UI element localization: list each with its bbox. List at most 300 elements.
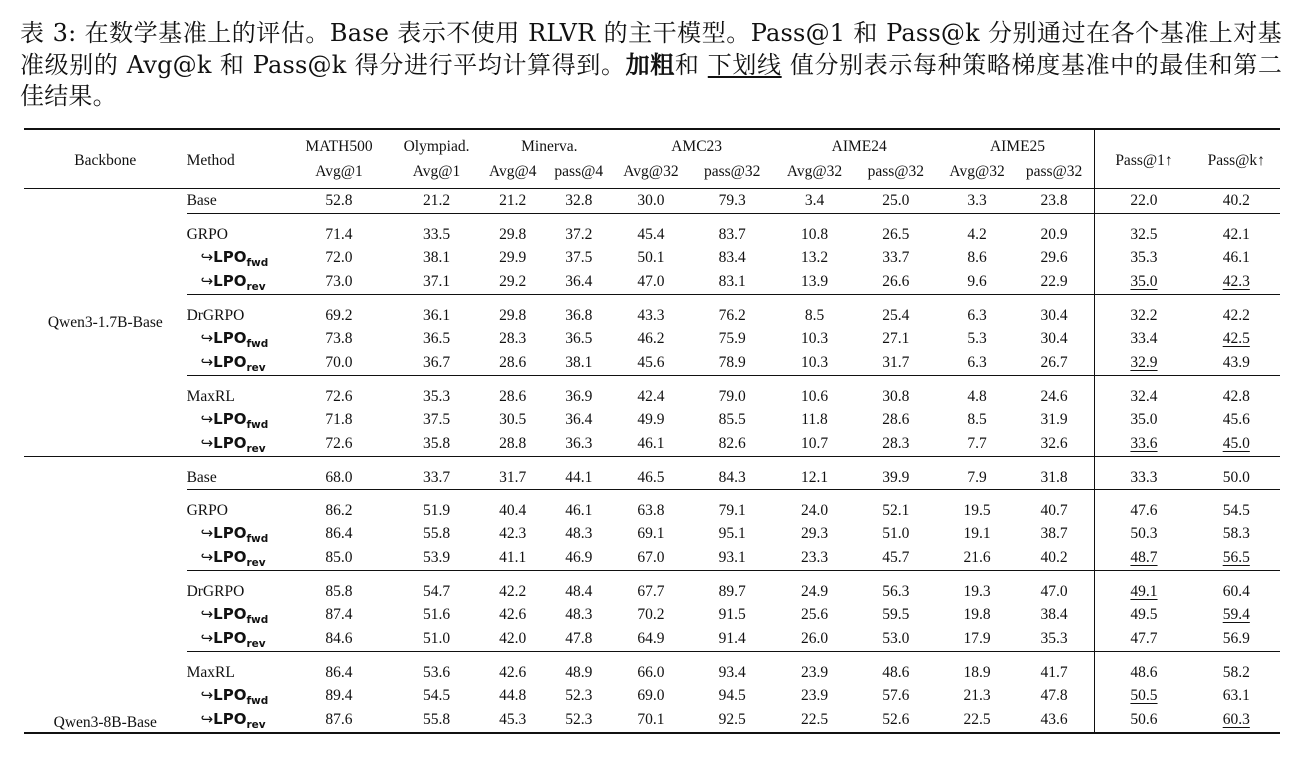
value-cell	[390, 571, 483, 604]
table-row	[24, 351, 1280, 376]
method-subscript: rev	[246, 280, 266, 293]
method-variant	[187, 270, 289, 295]
value: 36.5	[422, 330, 451, 347]
table-row	[24, 214, 1280, 247]
value-cell	[1095, 522, 1193, 546]
table-row	[24, 627, 1280, 652]
value: 44.8	[499, 687, 527, 704]
value: 33.7	[422, 469, 451, 486]
value: 45.6	[637, 354, 665, 371]
value: 24.6	[1040, 388, 1068, 405]
value-cell	[390, 432, 483, 457]
value-cell	[390, 546, 483, 571]
value: 36.3	[565, 435, 593, 452]
method-name: DrGRPO	[187, 571, 289, 604]
value-cell	[1095, 246, 1193, 270]
value: 31.7	[499, 469, 527, 486]
value: 91.4	[718, 630, 746, 647]
value-cell	[851, 270, 940, 295]
method-subscript: rev	[246, 718, 266, 731]
value: 43.6	[1040, 711, 1068, 728]
value: 47.6	[1130, 502, 1158, 519]
value: 79.3	[718, 192, 746, 209]
header-subcol: Avg@1	[315, 163, 363, 180]
value-cell	[1014, 684, 1095, 708]
value-cell	[483, 627, 542, 652]
method-variant	[187, 627, 289, 652]
value: 42.6	[499, 664, 527, 681]
value-cell	[615, 571, 686, 604]
value: 18.9	[963, 664, 991, 681]
value-cell	[851, 295, 940, 328]
value-cell	[542, 351, 615, 376]
value: 13.9	[800, 273, 829, 290]
table-header	[24, 129, 1280, 189]
value: 32.5	[1130, 226, 1158, 243]
value-cell	[390, 189, 483, 214]
value-cell	[615, 327, 686, 351]
value-cell	[1193, 522, 1280, 546]
value: 93.4	[718, 664, 746, 681]
value: 29.6	[1040, 249, 1068, 266]
value: 67.0	[637, 549, 665, 566]
value: 6.3	[967, 354, 987, 371]
value: 20.9	[1040, 226, 1068, 243]
value: 33.4	[1130, 330, 1158, 347]
value-cell	[483, 408, 542, 432]
method-name: MaxRL	[187, 652, 289, 685]
method-name: LPO	[213, 271, 247, 290]
value-cell	[1014, 189, 1095, 214]
table-row	[24, 295, 1280, 328]
method-name: LPO	[213, 628, 247, 647]
value: 26.6	[882, 273, 910, 290]
value-cell	[615, 408, 686, 432]
value: 64.9	[637, 630, 665, 647]
value: 32.2	[1130, 307, 1158, 324]
underlined-value: 32.9	[1130, 354, 1158, 371]
value-cell	[483, 684, 542, 708]
method-name: LPO	[213, 523, 247, 542]
value: 36.9	[565, 388, 593, 405]
value-cell	[483, 457, 542, 490]
value-cell	[288, 327, 390, 351]
value: 60.4	[1222, 583, 1250, 600]
value-cell	[615, 214, 686, 247]
method-subscript: rev	[246, 556, 266, 569]
value-cell	[686, 351, 777, 376]
value-cell	[686, 522, 777, 546]
value-cell	[483, 546, 542, 571]
value: 46.1	[637, 435, 665, 452]
value-cell	[686, 571, 777, 604]
value: 36.4	[565, 411, 593, 428]
value: 36.1	[422, 307, 451, 324]
value-cell	[1095, 708, 1193, 733]
value-cell	[288, 546, 390, 571]
value-cell	[288, 603, 390, 627]
value: 47.8	[1040, 687, 1068, 704]
value: 44.1	[565, 469, 593, 486]
underlined-value: 56.5	[1222, 549, 1250, 566]
value: 46.2	[637, 330, 665, 347]
value-cell	[686, 214, 777, 247]
method-name: LPO	[213, 709, 247, 728]
value-cell	[615, 708, 686, 733]
value-cell	[1014, 708, 1095, 733]
value-cell	[1193, 571, 1280, 604]
value: 35.8	[422, 435, 451, 452]
value-cell	[941, 457, 1014, 490]
value: 5.3	[967, 330, 987, 347]
method-variant	[187, 351, 289, 376]
value-cell	[615, 246, 686, 270]
value-cell	[390, 708, 483, 733]
value: 11.8	[801, 411, 828, 428]
value-cell	[542, 214, 615, 247]
value: 54.7	[422, 583, 451, 600]
value-cell	[483, 708, 542, 733]
value-cell	[778, 546, 851, 571]
value: 33.3	[1130, 469, 1158, 486]
value-cell	[851, 708, 940, 733]
method-variant	[187, 327, 289, 351]
value: 63.1	[1222, 687, 1250, 704]
value: 57.6	[882, 687, 910, 704]
value: 76.2	[718, 307, 746, 324]
value: 36.7	[422, 354, 451, 371]
method-name: LPO	[213, 352, 247, 371]
value: 72.6	[325, 435, 353, 452]
value: 56.3	[882, 583, 910, 600]
value: 3.3	[967, 192, 987, 209]
value: 21.6	[963, 549, 991, 566]
value-cell	[941, 295, 1014, 328]
value-cell	[686, 270, 777, 295]
value-cell	[542, 627, 615, 652]
value-cell	[1014, 327, 1095, 351]
value: 6.3	[967, 307, 987, 324]
value: 50.6	[1130, 711, 1158, 728]
table-row	[24, 652, 1280, 685]
value: 26.7	[1040, 354, 1068, 371]
value: 50.1	[637, 249, 665, 266]
value: 22.5	[963, 711, 991, 728]
value: 82.6	[718, 435, 746, 452]
value-cell	[778, 270, 851, 295]
backbone-label: Qwen3-8B-Base	[24, 457, 187, 734]
value-cell	[1014, 432, 1095, 457]
value-cell	[851, 189, 940, 214]
value: 54.5	[422, 687, 451, 704]
value: 37.5	[422, 411, 451, 428]
header-subcol: Avg@1	[412, 163, 461, 180]
method-variant	[187, 432, 289, 457]
value: 83.4	[718, 249, 746, 266]
value: 32.8	[565, 192, 593, 209]
value: 86.2	[325, 502, 353, 519]
value: 42.2	[499, 583, 527, 600]
value-cell	[851, 214, 940, 247]
value-cell	[1014, 571, 1095, 604]
underlined-value: 42.5	[1222, 330, 1250, 347]
value-cell	[1014, 546, 1095, 571]
value-cell	[1193, 457, 1280, 490]
value: 48.4	[565, 583, 593, 600]
value-cell	[851, 571, 940, 604]
value: 48.6	[1130, 664, 1158, 681]
value-cell	[542, 327, 615, 351]
value: 50.0	[1222, 469, 1250, 486]
value-cell	[615, 546, 686, 571]
value-cell	[686, 684, 777, 708]
method-name: LPO	[213, 409, 247, 428]
value: 9.6	[967, 273, 987, 290]
value-cell	[1095, 457, 1193, 490]
value-cell	[851, 432, 940, 457]
value-cell	[483, 376, 542, 409]
header-subcol: Avg@32	[623, 163, 679, 180]
value-cell	[941, 708, 1014, 733]
value: 56.9	[1222, 630, 1250, 647]
value: 28.6	[882, 411, 910, 428]
value-cell	[615, 652, 686, 685]
value: 7.7	[967, 435, 987, 452]
value: 10.7	[800, 435, 829, 452]
value: 27.1	[882, 330, 910, 347]
value: 48.3	[565, 525, 593, 542]
value-cell	[288, 522, 390, 546]
value: 30.4	[1040, 330, 1068, 347]
underlined-value: 59.4	[1222, 606, 1250, 623]
value-cell	[851, 246, 940, 270]
method-variant	[187, 522, 289, 546]
value: 24.0	[800, 502, 829, 519]
value: 87.4	[325, 606, 353, 623]
value: 48.6	[882, 664, 910, 681]
value-cell	[851, 408, 940, 432]
value: 68.0	[325, 469, 353, 486]
caption-text-2: 和	[674, 51, 708, 79]
value-cell	[1014, 214, 1095, 247]
value-cell	[1193, 214, 1280, 247]
value-cell	[686, 189, 777, 214]
value-cell	[686, 457, 777, 490]
value-cell	[288, 490, 390, 523]
value-cell	[288, 376, 390, 409]
value-cell	[390, 246, 483, 270]
value-cell	[1014, 408, 1095, 432]
value-cell	[851, 351, 940, 376]
value-cell	[615, 351, 686, 376]
method-name: LPO	[213, 604, 247, 623]
value: 86.4	[325, 525, 353, 542]
value: 31.8	[1040, 469, 1068, 486]
hook-arrow-icon: ↪	[200, 271, 214, 290]
value: 19.5	[963, 502, 991, 519]
value-cell	[778, 351, 851, 376]
value: 79.0	[718, 388, 746, 405]
value-cell	[288, 295, 390, 328]
underlined-value: 48.7	[1130, 549, 1158, 566]
method-variant	[187, 684, 289, 708]
value-cell	[778, 684, 851, 708]
value: 21.2	[422, 192, 451, 209]
header-subcol: Avg@32	[949, 163, 1005, 180]
value: 8.5	[967, 411, 987, 428]
value-cell	[1095, 627, 1193, 652]
value: 42.3	[499, 525, 527, 542]
header-group: Minerva.	[521, 138, 578, 155]
value-cell	[483, 327, 542, 351]
results-table	[24, 128, 1280, 734]
value-cell	[1095, 432, 1193, 457]
value-cell	[542, 270, 615, 295]
table-row	[24, 432, 1280, 457]
value: 31.9	[1040, 411, 1068, 428]
value-cell	[288, 351, 390, 376]
value-cell	[778, 627, 851, 652]
value: 37.5	[565, 249, 593, 266]
value-cell	[390, 270, 483, 295]
value-cell	[941, 432, 1014, 457]
value-cell	[1095, 270, 1193, 295]
table-row	[24, 270, 1280, 295]
value-cell	[851, 457, 940, 490]
header-backbone: Backbone	[74, 152, 137, 169]
value-cell	[941, 246, 1014, 270]
value: 47.8	[565, 630, 593, 647]
value-cell	[542, 246, 615, 270]
header-subcol: pass@32	[867, 163, 925, 180]
value-cell	[615, 684, 686, 708]
hook-arrow-icon: ↪	[200, 628, 214, 647]
value-cell	[1095, 684, 1193, 708]
value: 40.7	[1040, 502, 1068, 519]
value: 50.3	[1130, 525, 1158, 542]
value-cell	[390, 652, 483, 685]
value-cell	[778, 246, 851, 270]
value: 63.8	[637, 502, 665, 519]
value-cell	[542, 652, 615, 685]
value-cell	[615, 295, 686, 328]
value: 28.3	[882, 435, 910, 452]
value: 75.9	[718, 330, 746, 347]
header-group: AMC23	[671, 138, 723, 155]
value-cell	[288, 652, 390, 685]
value-cell	[288, 571, 390, 604]
value: 42.0	[499, 630, 527, 647]
value-cell	[686, 627, 777, 652]
value: 45.7	[882, 549, 910, 566]
value-cell	[686, 432, 777, 457]
value: 28.6	[499, 354, 527, 371]
value-cell	[1193, 603, 1280, 627]
value-cell	[483, 432, 542, 457]
value: 45.4	[637, 226, 665, 243]
value-cell	[390, 327, 483, 351]
value: 47.0	[1040, 583, 1068, 600]
hook-arrow-icon: ↪	[200, 328, 214, 347]
value-cell	[941, 351, 1014, 376]
value-cell	[1193, 327, 1280, 351]
value: 4.8	[967, 388, 987, 405]
hook-arrow-icon: ↪	[200, 409, 214, 428]
value: 25.4	[882, 307, 910, 324]
value-cell	[686, 490, 777, 523]
value-cell	[390, 457, 483, 490]
caption-bold-word: 加粗	[625, 50, 675, 79]
value: 52.3	[565, 711, 593, 728]
value-cell	[542, 432, 615, 457]
value: 26.0	[800, 630, 829, 647]
value-cell	[1014, 376, 1095, 409]
value-cell	[941, 546, 1014, 571]
value-cell	[288, 457, 390, 490]
value: 51.9	[422, 502, 451, 519]
value: 58.3	[1222, 525, 1250, 542]
hook-arrow-icon: ↪	[200, 523, 214, 542]
value: 52.6	[882, 711, 910, 728]
value-cell	[1014, 351, 1095, 376]
underlined-value: 60.3	[1222, 711, 1250, 728]
value: 51.0	[882, 525, 910, 542]
value: 70.2	[637, 606, 665, 623]
value: 51.6	[422, 606, 451, 623]
value-cell	[1014, 457, 1095, 490]
method-subscript: fwd	[246, 418, 269, 431]
value: 29.8	[499, 226, 527, 243]
value-cell	[390, 522, 483, 546]
header-group: AIME25	[989, 138, 1046, 155]
value: 35.0	[1130, 411, 1158, 428]
value: 43.9	[1222, 354, 1250, 371]
value: 45.6	[1222, 411, 1250, 428]
value: 89.4	[325, 687, 353, 704]
value-cell	[1193, 351, 1280, 376]
value-cell	[686, 327, 777, 351]
value-cell	[851, 684, 940, 708]
method-name: LPO	[213, 433, 247, 452]
value: 46.5	[637, 469, 665, 486]
header-pass1: Pass@1↑	[1095, 129, 1193, 189]
value: 22.5	[800, 711, 829, 728]
value-cell	[542, 408, 615, 432]
value-cell	[778, 408, 851, 432]
value: 24.9	[800, 583, 829, 600]
value: 48.3	[565, 606, 593, 623]
value-cell	[615, 603, 686, 627]
value: 72.0	[325, 249, 353, 266]
value-cell	[1193, 684, 1280, 708]
value: 8.6	[967, 249, 987, 266]
value: 36.5	[565, 330, 593, 347]
underlined-value: 45.0	[1222, 435, 1250, 452]
value: 53.0	[882, 630, 910, 647]
value: 71.8	[325, 411, 353, 428]
value: 86.4	[325, 664, 353, 681]
value: 10.6	[800, 388, 829, 405]
value: 23.8	[1040, 192, 1068, 209]
value-cell	[1014, 270, 1095, 295]
value: 38.1	[422, 249, 451, 266]
value: 67.7	[637, 583, 665, 600]
value-cell	[1193, 376, 1280, 409]
table-row	[24, 189, 1280, 214]
value-cell	[778, 457, 851, 490]
value-cell	[941, 270, 1014, 295]
value-cell	[1014, 246, 1095, 270]
